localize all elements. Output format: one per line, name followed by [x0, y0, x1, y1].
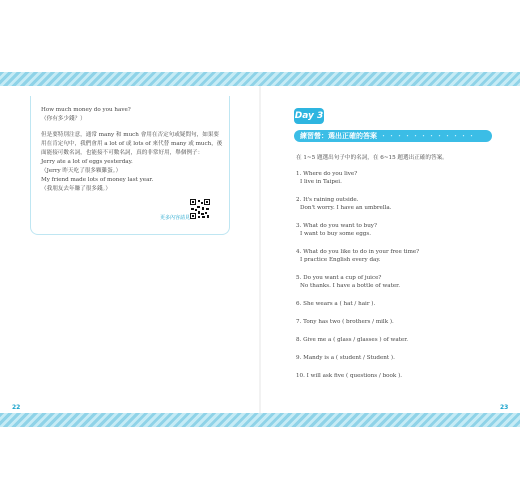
example-translation: （你有多少錢？） [41, 116, 86, 122]
section-title-dots: ・・・・・・・・・・・・・ [372, 132, 476, 140]
day-badge: Day 3 [294, 108, 324, 124]
example-sentence: How much money do you have? [41, 107, 131, 113]
explanation-line: 面能接可數名詞，也能接不可數名詞，真的非常好用，舉個例子： [41, 150, 204, 156]
more-content-label: 更多內容請見 [160, 215, 191, 221]
page-number: 22 [12, 404, 21, 411]
question-text: 6. She wears a ( hat / hair ). [296, 301, 376, 307]
explanation-line: 用在肯定句中，我們會用 a lot of 或 lots of 來代替 many 或 much，後 [41, 141, 223, 147]
question-text: 2. It's raining outside. [296, 197, 359, 203]
question-text: 3. What do you want to buy? [296, 223, 377, 229]
example-sentence: My friend made lots of money last year. [41, 177, 154, 183]
question-text: 5. Do you want a cup of juice? [296, 275, 382, 281]
book-spine [259, 86, 261, 413]
question-text: 4. What do you like to do in your free time? [296, 249, 420, 255]
instruction-text: 在 1~5 題選出句子中的名詞，在 6~15 題選出正確的答案。 [296, 155, 448, 161]
answer-text: I live in Taipei. [300, 179, 342, 185]
question-text: 8. Give me a ( glass / glasses ) of water. [296, 337, 409, 343]
example-sentence: Jerry ate a lot of eggs yesterday. [41, 159, 133, 165]
answer-text: I practice English every day. [300, 257, 381, 263]
example-translation: （我朋友去年賺了很多錢。） [41, 186, 111, 192]
example-translation: （Jerry 昨天吃了很多顆雞蛋。） [41, 168, 122, 174]
answer-text: Don't worry. I have an umbrella. [300, 205, 392, 211]
bottom-stripe-band [0, 413, 520, 427]
answer-text: I want to buy some eggs. [300, 231, 372, 237]
question-text: 10. I will ask five ( questions / book ). [296, 373, 403, 379]
answer-text: No thanks. I have a bottle of water. [300, 283, 400, 289]
section-title: 練習營：選出正確的答案 [300, 132, 377, 140]
question-text: 9. Mandy is a ( student / Student ). [296, 355, 395, 361]
question-text: 1. Where do you live? [296, 171, 358, 177]
page-number: 23 [500, 404, 509, 411]
qr-code-icon[interactable] [190, 199, 210, 219]
top-stripe-band [0, 72, 520, 86]
explanation-line: 但是要特別注意，通常 many 和 much 會用在否定句或疑問句，如果要 [41, 132, 220, 138]
question-text: 7. Tony has two ( brothers / milk ). [296, 319, 394, 325]
